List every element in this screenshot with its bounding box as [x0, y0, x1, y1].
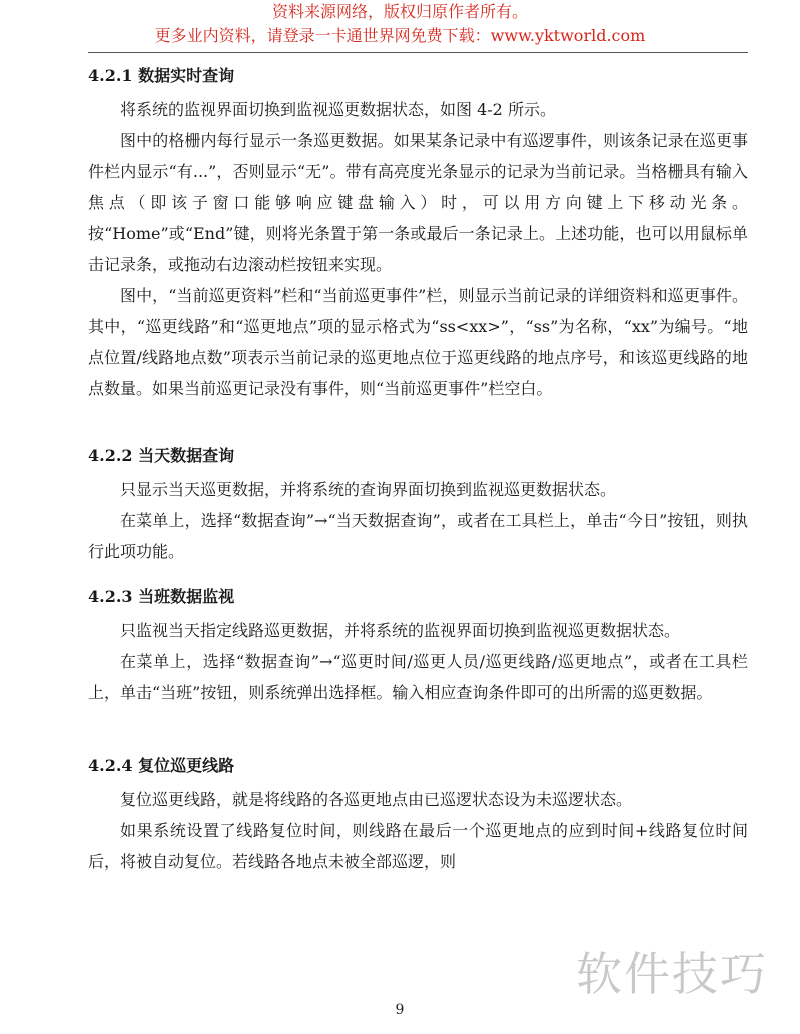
- paragraph: 只显示当天巡更数据，并将系统的查询界面切换到监视巡更数据状态。: [120, 480, 617, 499]
- watermark: 软件技巧: [570, 938, 774, 1004]
- section-4-2-2: [88, 438, 748, 567]
- paragraph: 复位巡更线路，就是将线路的各巡更地点由已巡逻状态设为未巡逻状态。: [120, 790, 633, 809]
- paragraph: 图中，“当前巡更资料”栏和“当前巡更事件”栏，则显示当前记录的详细资料和巡更事件。其中，“巡更线路”和“巡更地点”项的显示格式为“ss<xx>”，“ss”为名称，“xx”为编号。“地点位置/线路地点数”项表示当前记录的巡更地点位于巡更线路的地点序号，和该巡更线路的地点数量。如果当前巡更记录没有事件，则“当前巡更事件”栏空白。: [88, 286, 748, 398]
- section-4-2-4: [88, 748, 748, 877]
- section-heading: 4.2.3 当班数据监视: [88, 587, 235, 606]
- header-line-2: 更多业内资料，请登录一卡通世界网免费下载：www.yktworld.com: [154, 26, 646, 45]
- paragraph: 如果系统设置了线路复位时间，则线路在最后一个巡更地点的应到时间+线路复位时间后，将被自动复位。若线路各地点未被全部巡逻，则: [88, 821, 748, 871]
- paragraph: 将系统的监视界面切换到监视巡更数据状态，如图 4-2 所示。: [120, 100, 556, 119]
- page-number: 9: [395, 1002, 405, 1018]
- document-body: [88, 58, 748, 877]
- paragraph: 只监视当天指定线路巡更数据，并将系统的监视界面切换到监视巡更数据状态。: [120, 621, 681, 640]
- copyright-header: [0, 0, 800, 48]
- section-4-2-3: [88, 579, 748, 708]
- section-heading: 4.2.2 当天数据查询: [88, 446, 235, 465]
- section-heading: 4.2.1 数据实时查询: [88, 66, 235, 85]
- section-heading: 4.2.4 复位巡更线路: [88, 756, 235, 775]
- paragraph: 在菜单上，选择“数据查询”→“巡更时间/巡更人员/巡更线路/巡更地点”，或者在工具栏上，单击“当班”按钮，则系统弹出选择框。输入相应查询条件即可的出所需的巡更数据。: [88, 652, 748, 702]
- section-4-2-1: [88, 58, 748, 404]
- header-divider: [88, 52, 748, 53]
- paragraph: 图中的格栅内每行显示一条巡更数据。如果某条记录中有巡逻事件，则该条记录在巡更事件栏内显示“有...”，否则显示“无”。带有高亮度光条显示的记录为当前记录。当格栅具有输入焦点（即该子窗口能够响应键盘输入）时，可以用方向键上下移动光条。按“Home”或“End”键，则将光条置于第一条或最后一条记录上。上述功能，也可以用鼠标单击记录条，或拖动右边滚动栏按钮来实现。: [88, 131, 748, 274]
- header-line-1: 资料来源网络，版权归原作者所有。: [271, 2, 528, 21]
- paragraph: 在菜单上，选择“数据查询”→“当天数据查询”，或者在工具栏上，单击“今日”按钮，则执行此项功能。: [88, 511, 748, 561]
